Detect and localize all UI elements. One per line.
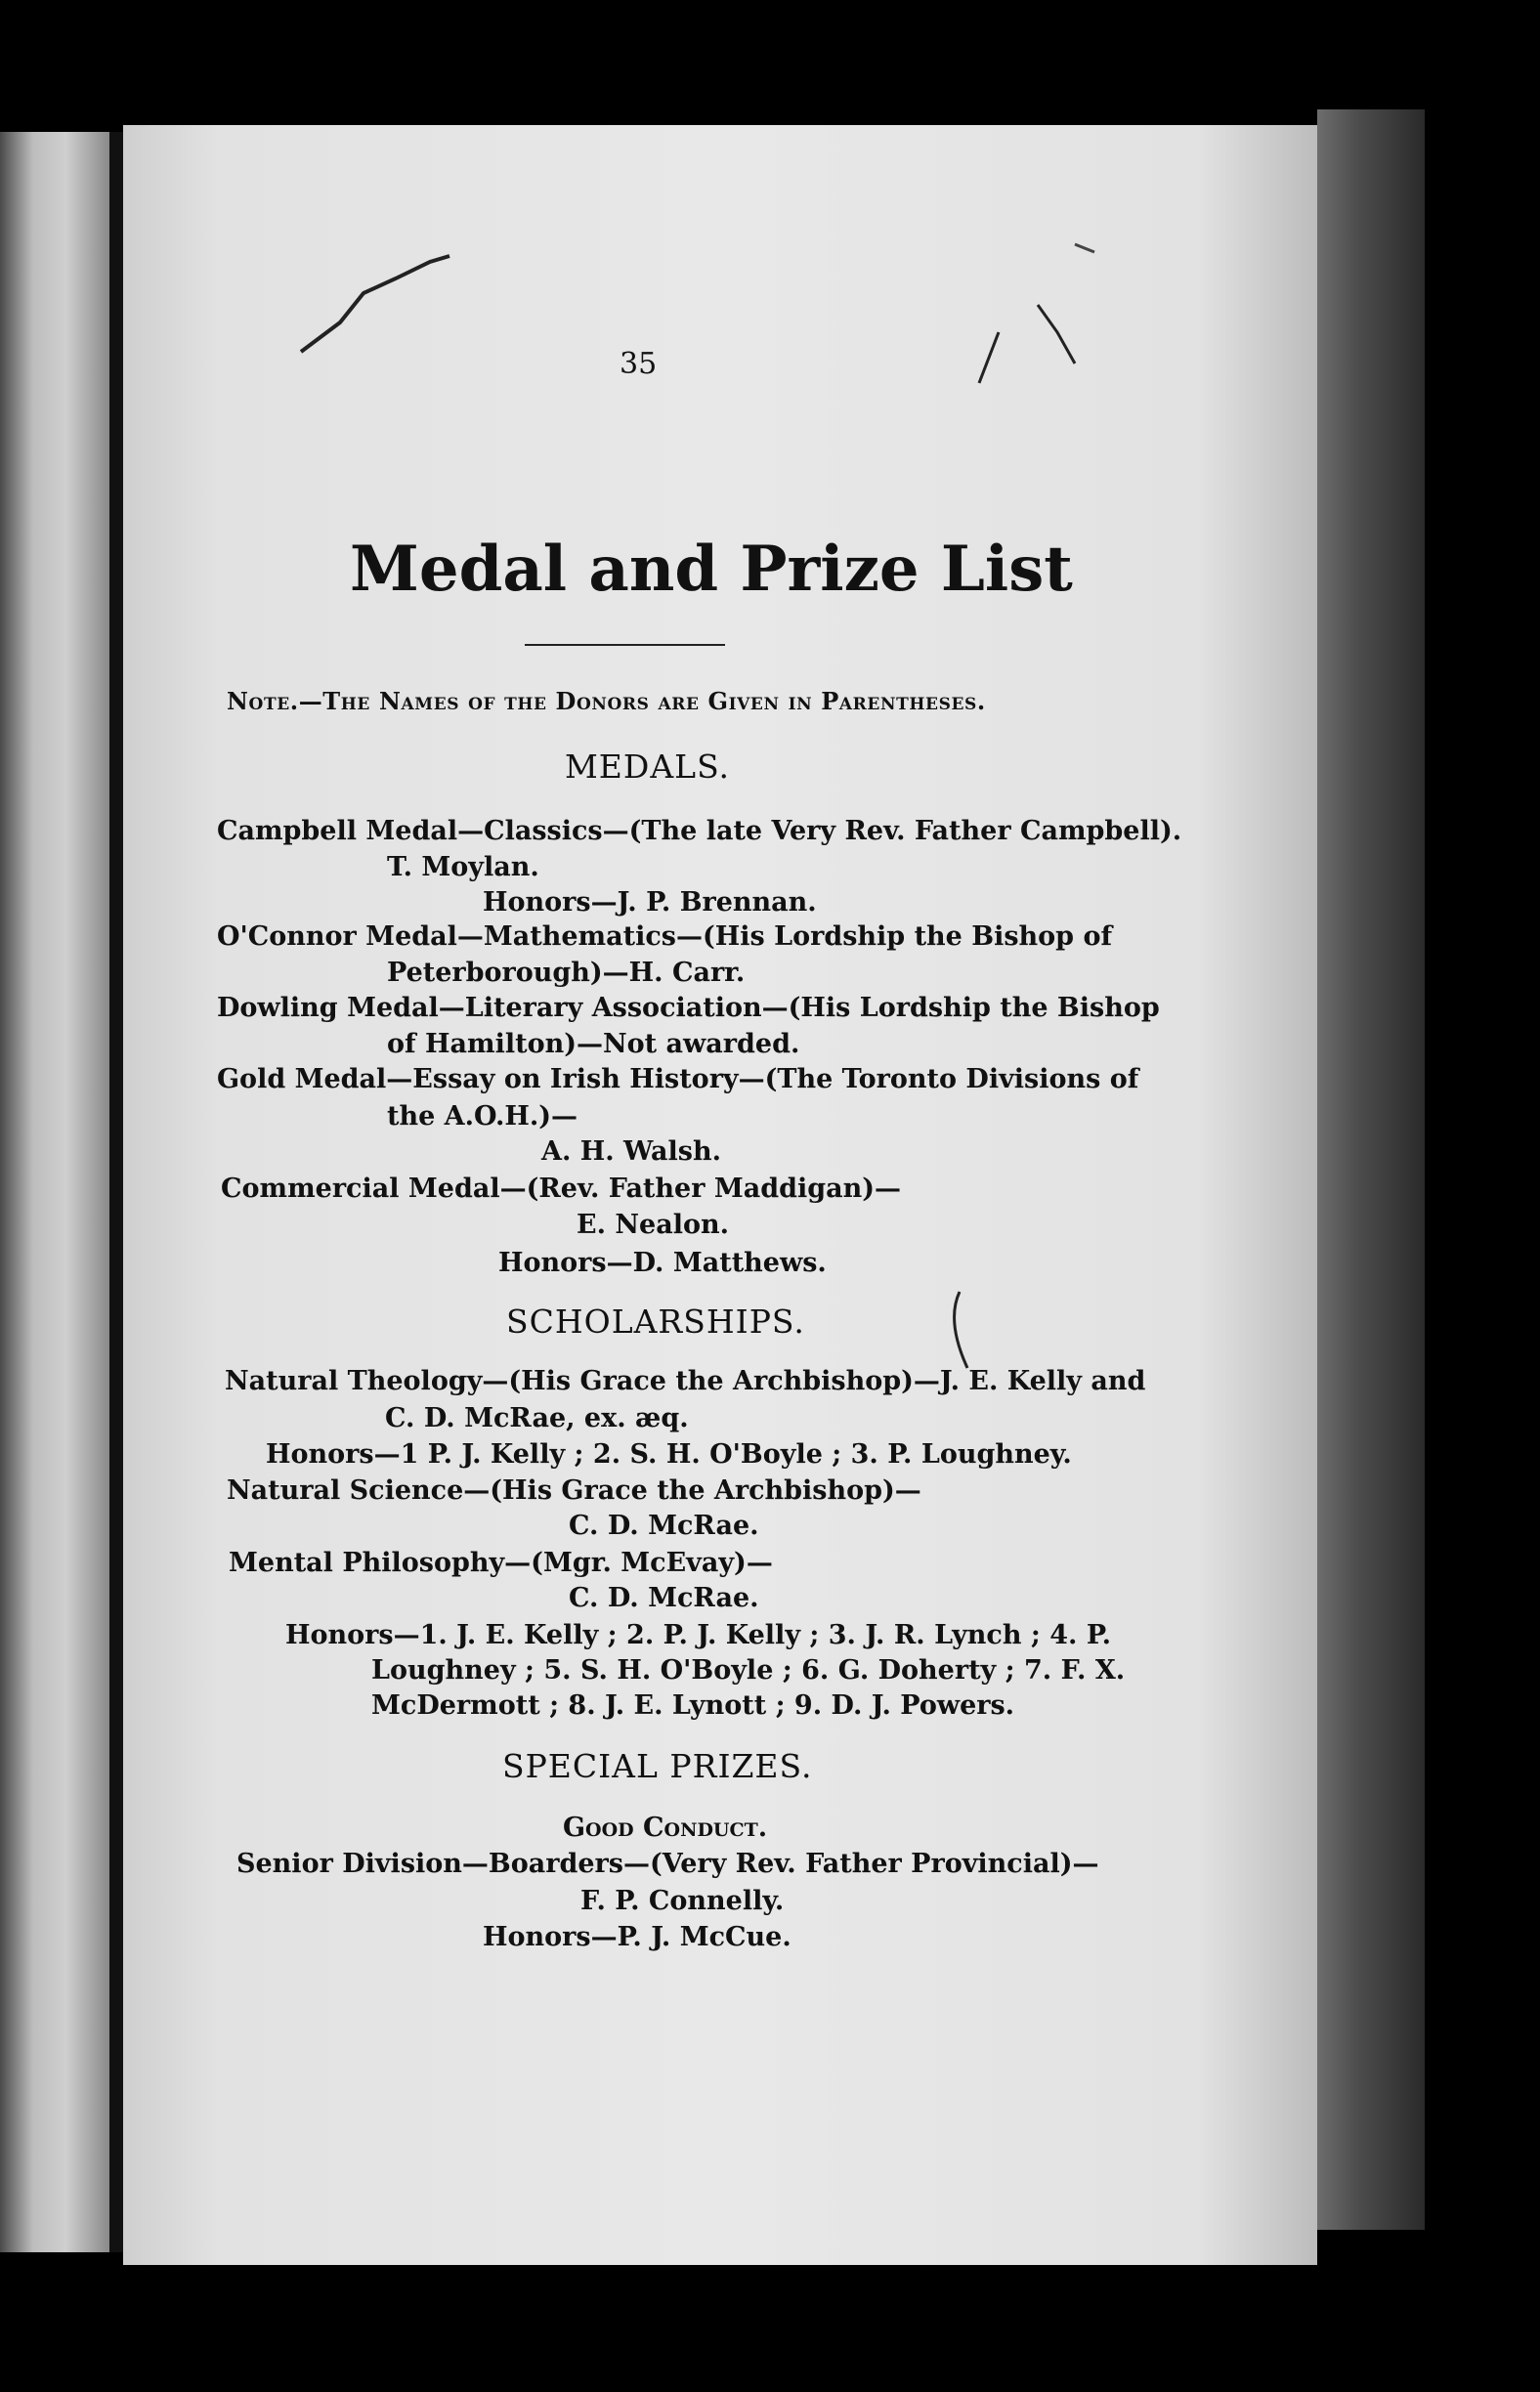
prize-subheading: Good Conduct.: [563, 1813, 768, 1843]
section-heading-medals: MEDALS.: [565, 748, 731, 786]
medal-line: O'Connor Medal—Mathematics—(His Lordship the Bishop of: [217, 921, 1113, 952]
section-heading-special-prizes: SPECIAL PRIZES.: [502, 1747, 813, 1785]
page-number: 35: [620, 347, 658, 381]
medal-line: A. H. Walsh.: [541, 1136, 722, 1167]
medal-line: of Hamilton)—Not awarded.: [387, 1029, 800, 1059]
prize-line: Senior Division—Boarders—(Very Rev. Father Provincial)—: [236, 1849, 1099, 1879]
medal-line: T. Moylan.: [387, 852, 539, 882]
scholarship-line: Mental Philosophy—(Mgr. McEvay)—: [229, 1548, 773, 1578]
scholarship-line: Natural Science—(His Grace the Archbishop)—: [227, 1475, 921, 1506]
section-heading-scholarships: SCHOLARSHIPS.: [506, 1303, 805, 1341]
medal-line: Honors—J. P. Brennan.: [483, 887, 817, 918]
scholarship-line: Natural Theology—(His Grace the Archbishop)—J. E. Kelly and: [225, 1366, 1146, 1396]
medal-line: Gold Medal—Essay on Irish History—(The Toronto Divisions of: [217, 1064, 1139, 1094]
medal-line: Campbell Medal—Classics—(The late Very Rev. Father Campbell).: [217, 816, 1182, 846]
medal-line: the A.O.H.)—: [387, 1101, 578, 1132]
scholarship-line: C. D. McRae.: [569, 1583, 759, 1613]
medal-line: Honors—D. Matthews.: [498, 1248, 827, 1278]
donor-note: Note.—The Names of the Donors are Given in Parentheses.: [227, 687, 986, 715]
scholarship-line: C. D. McRae.: [569, 1511, 759, 1541]
medal-line: Commercial Medal—(Rev. Father Maddigan)—: [221, 1174, 902, 1204]
page-title: Medal and Prize List: [350, 533, 1073, 606]
medal-line: Peterborough)—H. Carr.: [387, 958, 746, 988]
medal-line: E. Nealon.: [577, 1210, 730, 1240]
scholarship-line: Honors—1. J. E. Kelly ; 2. P. J. Kelly ; 3. J. R. Lynch ; 4. P.: [285, 1620, 1112, 1650]
scholarship-line: Loughney ; 5. S. H. O'Boyle ; 6. G. Doherty ; 7. F. X.: [371, 1655, 1126, 1686]
title-rule: [525, 644, 725, 646]
scholarship-line: Honors—1 P. J. Kelly ; 2. S. H. O'Boyle ; 3. P. Loughney.: [266, 1439, 1072, 1470]
prize-line: F. P. Connelly.: [580, 1886, 785, 1916]
scholarship-line: C. D. McRae, ex. æq.: [385, 1403, 689, 1433]
medal-line: Dowling Medal—Literary Association—(His Lordship the Bishop: [217, 993, 1160, 1023]
prize-line: Honors—P. J. McCue.: [483, 1922, 791, 1952]
scholarship-line: McDermott ; 8. J. E. Lynott ; 9. D. J. Powers.: [371, 1690, 1015, 1721]
